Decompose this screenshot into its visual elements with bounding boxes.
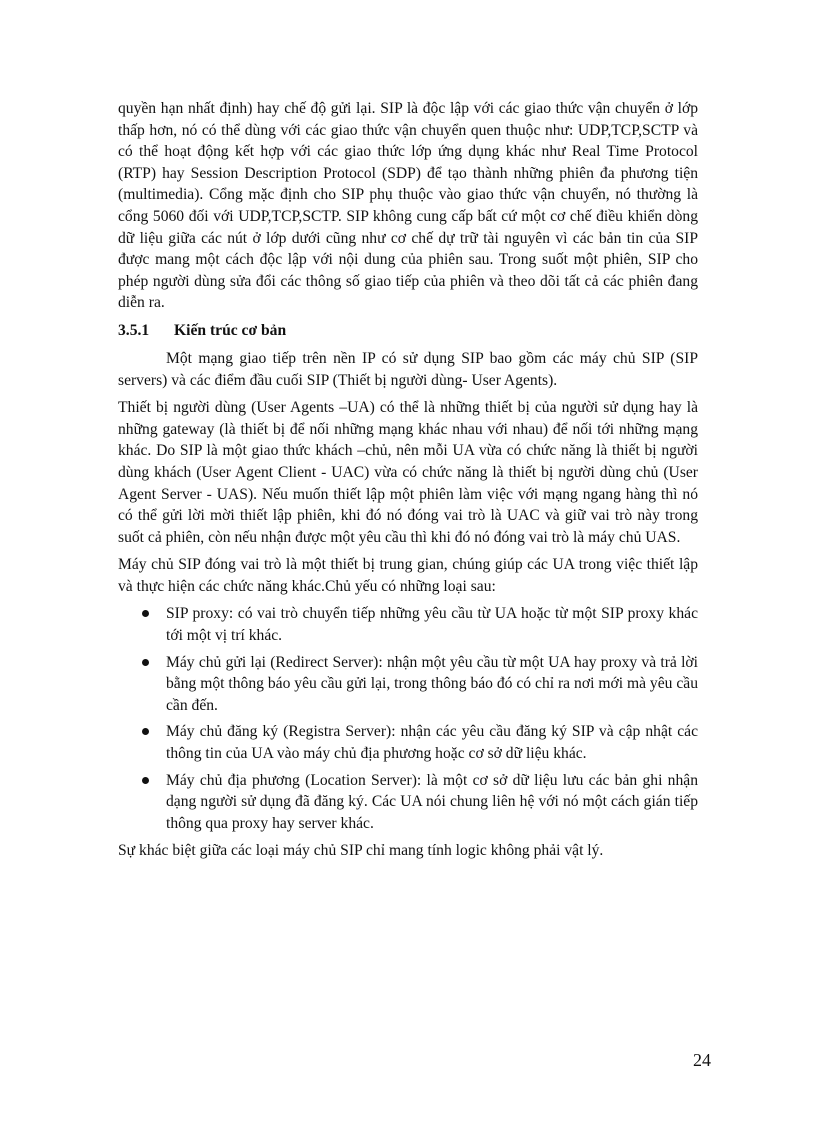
paragraph-conclusion: Sự khác biệt giữa các loại máy chủ SIP chỉ mang tính logic không phải vật lý. bbox=[118, 842, 604, 860]
list-item-text: Máy chủ đăng ký (Registra Server): nhận các yêu cầu đăng ký SIP và cập nhật các thông tin của UA vào máy chủ địa phương hoặc cơ sở dữ liệu khác. bbox=[166, 723, 698, 763]
paragraph-servers-intro: Máy chủ SIP đóng vai trò là một thiết bị trung gian, chúng giúp các UA trong việc thiết lập và thực hiện các chức năng khác.Chủ yếu có những loại sau: bbox=[118, 556, 698, 595]
bullet-icon bbox=[142, 728, 149, 735]
list-item bbox=[118, 652, 698, 717]
section-heading bbox=[118, 320, 698, 342]
section-number: 3.5.1 bbox=[118, 321, 150, 339]
list-item-text: SIP proxy: có vai trò chuyển tiếp những yêu cầu từ UA hoặc từ một SIP proxy khác tới một vị trí khác. bbox=[166, 605, 698, 645]
list-item bbox=[118, 721, 698, 764]
server-types-list bbox=[118, 603, 698, 834]
page-number: 24 bbox=[693, 1050, 711, 1070]
bullet-icon bbox=[142, 659, 149, 666]
bullet-icon bbox=[142, 610, 149, 617]
document-page bbox=[118, 98, 698, 868]
list-item bbox=[118, 770, 698, 835]
paragraph-user-agents: Thiết bị người dùng (User Agents –UA) có thể là những thiết bị của người sử dụng hay là những gateway (là thiết bị để nối những mạng khác nhau với nhau) để nối tới những mạng khác. Do SIP là một giao thức khách –chủ, nên mỗi UA vừa có chức năng là thiết bị người dùng khách (User Agent Client - UAC) vừa có chức năng là thiết bị người dùng chủ (User Agent Server - UAS). Nếu muốn thiết lập một phiên làm việc với mạng ngang hàng thì nó có thể gửi lời mời thiết lập phiên, khi đó nó đóng vai trò là UAC và giữ vai trò này trong suốt cả phiên, còn nếu nhận được một yêu cầu thì khi đó nó đóng vai trò là máy chủ UAS. bbox=[118, 399, 698, 546]
list-item bbox=[118, 603, 698, 646]
list-item-text: Máy chủ gửi lại (Redirect Server): nhận một yêu cầu từ một UA hay proxy và trả lời bằng một thông báo yêu cầu gửi lại, trong thông báo đó có chỉ ra nơi mới mà yêu cầu cần đến. bbox=[166, 653, 698, 714]
paragraph-intro: quyền hạn nhất định) hay chế độ gửi lại. SIP là độc lập với các giao thức vận chuyển ở lớp thấp hơn, nó có thể dùng với các giao thức vận chuyển quen thuộc như: UDP,TCP,SCTP và có thể hoạt động kết hợp với các giao thức lớp ứng dụng khác như Real Time Protocol (RTP) hay Session Description Protocol (SDP) để tạo thành những phiên đa phương tiện (multimedia). Cổng mặc định cho SIP phụ thuộc vào giao thức vận chuyển, nó thường là cổng 5060 đối với UDP,TCP,SCTP. SIP không cung cấp bất cứ một cơ chế điều khiển dòng dữ liệu giữa các nút ở lớp dưới cũng như cơ chế dự trữ tài nguyên vì các bản tin của SIP được mang một cách độc lập với nội dung của phiên sau. Trong suốt một phiên, SIP cho phép người dùng sửa đổi các thông số giao tiếp của phiên và theo dõi tất cả các phiên đang diễn ra. bbox=[118, 100, 698, 312]
list-item-text: Máy chủ địa phương (Location Server): là một cơ sở dữ liệu lưu các bản ghi nhận dạng người sử dụng đã đăng ký. Các UA nói chung liên hệ với nó một cách gián tiếp thông qua proxy hay server khác. bbox=[166, 771, 698, 832]
bullet-icon bbox=[142, 777, 149, 784]
section-title: Kiến trúc cơ bản bbox=[174, 321, 287, 339]
paragraph-architecture: Một mạng giao tiếp trên nền IP có sử dụng SIP bao gồm các máy chủ SIP (SIP servers) và các điểm đầu cuối SIP (Thiết bị người dùng- User Agents). bbox=[118, 349, 698, 389]
